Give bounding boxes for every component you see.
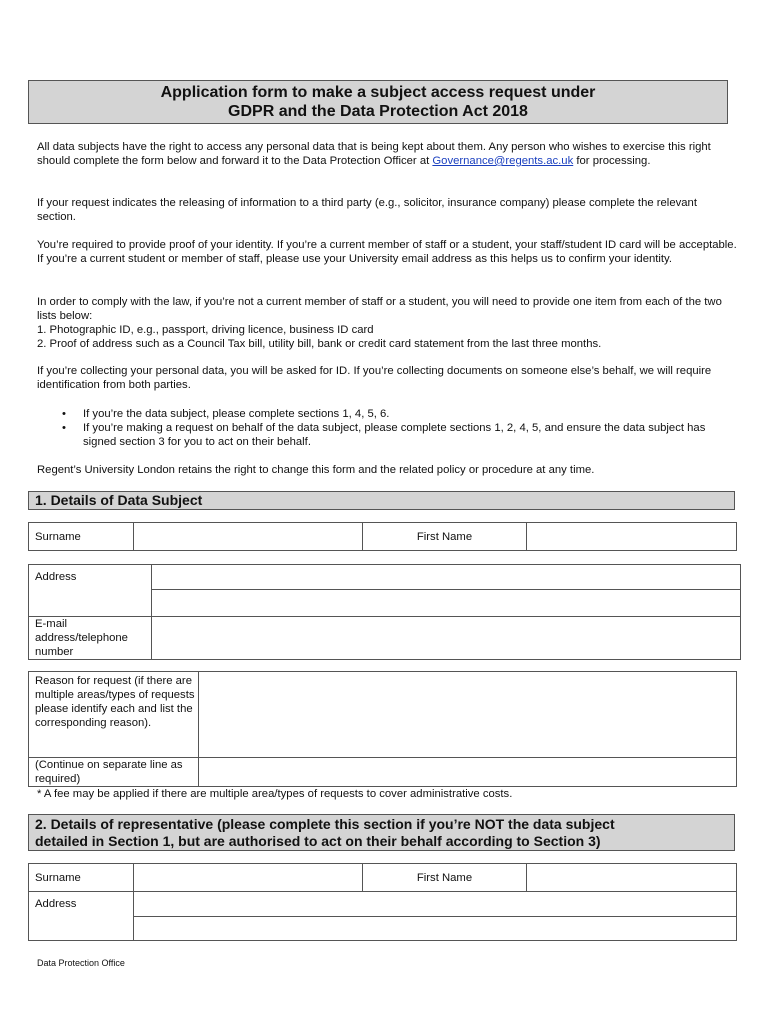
page-title [28, 80, 728, 124]
section-1-address-table [28, 564, 741, 660]
rep-address-input-line-1[interactable] [134, 892, 737, 917]
reason-label: Reason for request (if there are multiple areas/types of requests please identify each and list the corresponding reason). [29, 672, 199, 758]
intro-paragraph-2: If your request indicates the releasing of information to a third party (e.g., solicitor, insurance company) please complete the relevant section. [37, 197, 697, 223]
email-telephone-label: E-mail address/telephone number [29, 617, 152, 660]
continue-label: (Continue on separate line as required) [29, 758, 199, 787]
first-name-label: First Name [363, 523, 527, 551]
address-input-line-1[interactable] [152, 565, 741, 590]
intro-paragraph-4 [37, 295, 737, 351]
section-2-heading-line-2: detailed in Section 1, but are authorised to act on their behalf according to Section 3) [35, 833, 601, 849]
intro-paragraph-1: All data subjects have the right to access any personal data that is being kept about them. Any person who wishes to exercise this right should complete the form below and forward it to the Data Protection Officer at Governance@regents.ac.uk for processing. [37, 141, 711, 167]
section-1-heading: 1. Details of Data Subject [28, 491, 735, 510]
bullet-item: • If you’re the data subject, please complete sections 1, 4, 5, 6. [62, 407, 732, 421]
fee-note: * A fee may be applied if there are multiple area/types of requests to cover administrative costs. [37, 788, 513, 800]
rep-surname-input[interactable] [134, 864, 363, 892]
intro-paragraph-3: You’re required to provide proof of your identity. If you’re a current member of staff or a student, your staff/student ID card will be acceptable. If you’re a current student or member of staff, please use your University email address as this helps us to confirm your identity. [37, 239, 737, 265]
id-list-item-1: 1. Photographic ID, e.g., passport, driving licence, business ID card [37, 324, 374, 336]
address-input-line-2[interactable] [152, 590, 741, 617]
id-list-item-2: 2. Proof of address such as a Council Tax bill, utility bill, bank or credit card statement from the last three months. [37, 338, 602, 350]
section-1-name-table [28, 522, 737, 551]
bullet-item: • If you’re making a request on behalf of the data subject, please complete sections 1, 2, 4, 5, and ensure the data subject has signed section 3 for you to act on their behalf. [62, 421, 732, 449]
section-2-heading-line-1: 2. Details of representative (please complete this section if you’re NOT the data subject [35, 816, 615, 832]
section-1-reason-table [28, 671, 737, 787]
instruction-bullets [62, 407, 732, 449]
title-line-1: Application form to make a subject access request under [160, 84, 596, 101]
governance-email-link[interactable]: Governance@regents.ac.uk [432, 155, 574, 167]
address-label: Address [29, 565, 152, 617]
title-line-2: GDPR and the Data Protection Act 2018 [228, 103, 528, 120]
id-requirements-text: In order to comply with the law, if you’re not a current member of staff or a student, you will need to provide one item from each of the two lists below: [37, 296, 722, 322]
surname-input[interactable] [134, 523, 363, 551]
rep-first-name-input[interactable] [527, 864, 737, 892]
reason-input[interactable] [199, 672, 737, 758]
intro-paragraph-5: If you’re collecting your personal data, you will be asked for ID. If you’re collecting documents on someone else’s behalf, we will require identification from both parties. [37, 365, 712, 391]
reason-continue-input[interactable] [199, 758, 737, 787]
email-telephone-input[interactable] [152, 617, 741, 660]
intro-paragraph-6: Regent’s University London retains the right to change this form and the related policy or procedure at any time. [37, 464, 595, 476]
first-name-input[interactable] [527, 523, 737, 551]
section-2-heading [28, 814, 735, 851]
rep-address-label: Address [29, 892, 134, 941]
surname-label: Surname [29, 523, 134, 551]
rep-surname-label: Surname [29, 864, 134, 892]
section-2-address-table [28, 891, 737, 941]
footer-text: Data Protection Office [37, 958, 125, 968]
section-2-name-table [28, 863, 737, 892]
rep-first-name-label: First Name [363, 864, 527, 892]
rep-address-input-line-2[interactable] [134, 917, 737, 941]
